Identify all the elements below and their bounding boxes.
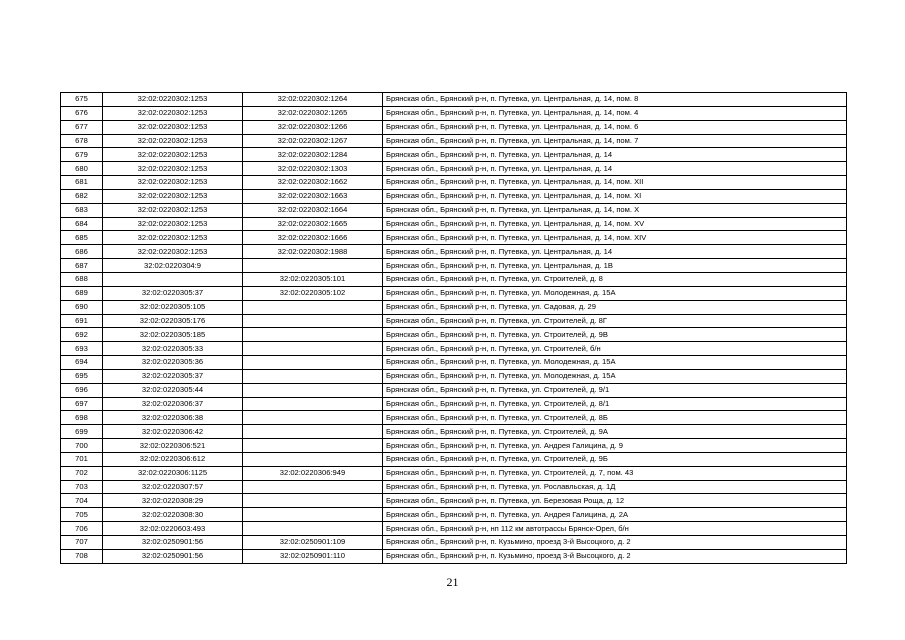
- address-cell: Брянская обл., Брянский р-н, п. Кузьмино, проезд 3-й Высоцкого, д. 2: [383, 549, 847, 563]
- parent-cadastral-number-cell: 32:02:0250901:56: [103, 549, 243, 563]
- parent-cadastral-number-cell: 32:02:0220302:1253: [103, 217, 243, 231]
- row-number-cell: 681: [61, 176, 103, 190]
- row-number-cell: 706: [61, 522, 103, 536]
- parent-cadastral-number-cell: 32:02:0220305:44: [103, 383, 243, 397]
- child-cadastral-number-cell: [243, 314, 383, 328]
- row-number-cell: 684: [61, 217, 103, 231]
- table-row: [61, 134, 847, 148]
- page-number: 21: [446, 575, 459, 589]
- parent-cadastral-number-cell: 32:02:0220304:9: [103, 259, 243, 273]
- table-row: [61, 425, 847, 439]
- parent-cadastral-number-cell: 32:02:0220302:1253: [103, 120, 243, 134]
- child-cadastral-number-cell: [243, 259, 383, 273]
- table-row: [61, 452, 847, 466]
- parent-cadastral-number-cell: 32:02:0220302:1253: [103, 148, 243, 162]
- address-cell: Брянская обл., Брянский р-н, п. Путевка, ул. Центральная, д. 1В: [383, 259, 847, 273]
- parent-cadastral-number-cell: 32:02:0250901:56: [103, 536, 243, 550]
- address-cell: Брянская обл., Брянский р-н, п. Путевка, ул. Строителей, д. 7, пом. 43: [383, 466, 847, 480]
- child-cadastral-number-cell: [243, 328, 383, 342]
- address-cell: Брянская обл., Брянский р-н, п. Путевка, ул. Центральная, д. 14, пом. XI: [383, 189, 847, 203]
- address-cell: Брянская обл., Брянский р-н, п. Путевка, ул. Березовая Роща, д. 12: [383, 494, 847, 508]
- address-cell: Брянская обл., Брянский р-н, п. Путевка, ул. Садовая, д. 29: [383, 300, 847, 314]
- child-cadastral-number-cell: 32:02:0220302:1666: [243, 231, 383, 245]
- table-row: [61, 106, 847, 120]
- address-cell: Брянская обл., Брянский р-н, п. Путевка, ул. Строителей, д. 8Г: [383, 314, 847, 328]
- child-cadastral-number-cell: [243, 369, 383, 383]
- row-number-cell: 694: [61, 356, 103, 370]
- parent-cadastral-number-cell: 32:02:0220603:493: [103, 522, 243, 536]
- parent-cadastral-number-cell: 32:02:0220306:521: [103, 439, 243, 453]
- address-cell: Брянская обл., Брянский р-н, п. Путевка, ул. Центральная, д. 14: [383, 245, 847, 259]
- table-row: [61, 300, 847, 314]
- row-number-cell: 690: [61, 300, 103, 314]
- child-cadastral-number-cell: 32:02:0220302:1284: [243, 148, 383, 162]
- row-number-cell: 683: [61, 203, 103, 217]
- table-row: [61, 189, 847, 203]
- address-cell: Брянская обл., Брянский р-н, п. Путевка, ул. Центральная, д. 14, пом. 7: [383, 134, 847, 148]
- child-cadastral-number-cell: [243, 397, 383, 411]
- row-number-cell: 701: [61, 452, 103, 466]
- child-cadastral-number-cell: [243, 342, 383, 356]
- child-cadastral-number-cell: [243, 452, 383, 466]
- table-row: [61, 439, 847, 453]
- child-cadastral-number-cell: 32:02:0220302:1664: [243, 203, 383, 217]
- address-cell: Брянская обл., Брянский р-н, нп 112 км автотрассы Брянск-Орел, б/н: [383, 522, 847, 536]
- table-row: [61, 328, 847, 342]
- parent-cadastral-number-cell: 32:02:0220305:33: [103, 342, 243, 356]
- parent-cadastral-number-cell: 32:02:0220305:185: [103, 328, 243, 342]
- parent-cadastral-number-cell: 32:02:0220302:1253: [103, 245, 243, 259]
- parent-cadastral-number-cell: 32:02:0220306:612: [103, 452, 243, 466]
- child-cadastral-number-cell: 32:02:0220302:1988: [243, 245, 383, 259]
- parent-cadastral-number-cell: 32:02:0220307:57: [103, 480, 243, 494]
- child-cadastral-number-cell: [243, 494, 383, 508]
- address-cell: Брянская обл., Брянский р-н, п. Кузьмино, проезд 3-й Высоцкого, д. 2: [383, 536, 847, 550]
- row-number-cell: 692: [61, 328, 103, 342]
- row-number-cell: 696: [61, 383, 103, 397]
- table-row: [61, 217, 847, 231]
- row-number-cell: 688: [61, 272, 103, 286]
- parent-cadastral-number-cell: 32:02:0220305:105: [103, 300, 243, 314]
- child-cadastral-number-cell: 32:02:0220302:1303: [243, 162, 383, 176]
- row-number-cell: 677: [61, 120, 103, 134]
- table-row: [61, 203, 847, 217]
- parent-cadastral-number-cell: 32:02:0220305:37: [103, 369, 243, 383]
- child-cadastral-number-cell: 32:02:0220305:102: [243, 286, 383, 300]
- address-cell: Брянская обл., Брянский р-н, п. Путевка, ул. Строителей, д. 8/1: [383, 397, 847, 411]
- row-number-cell: 675: [61, 93, 103, 107]
- child-cadastral-number-cell: [243, 522, 383, 536]
- table-row: [61, 93, 847, 107]
- row-number-cell: 700: [61, 439, 103, 453]
- table-row: [61, 259, 847, 273]
- address-cell: Брянская обл., Брянский р-н, п. Путевка, ул. Строителей, д. 9В: [383, 328, 847, 342]
- child-cadastral-number-cell: 32:02:0220302:1267: [243, 134, 383, 148]
- parent-cadastral-number-cell: 32:02:0220306:42: [103, 425, 243, 439]
- address-cell: Брянская обл., Брянский р-н, п. Путевка, ул. Молодежная, д. 15А: [383, 286, 847, 300]
- address-cell: Брянская обл., Брянский р-н, п. Путевка, ул. Центральная, д. 14, пом. X: [383, 203, 847, 217]
- row-number-cell: 698: [61, 411, 103, 425]
- address-cell: Брянская обл., Брянский р-н, п. Путевка, ул. Центральная, д. 14: [383, 162, 847, 176]
- row-number-cell: 705: [61, 508, 103, 522]
- table-row: [61, 356, 847, 370]
- row-number-cell: 697: [61, 397, 103, 411]
- parent-cadastral-number-cell: 32:02:0220306:1125: [103, 466, 243, 480]
- parent-cadastral-number-cell: 32:02:0220302:1253: [103, 106, 243, 120]
- child-cadastral-number-cell: 32:02:0250901:110: [243, 549, 383, 563]
- parent-cadastral-number-cell: 32:02:0220302:1253: [103, 93, 243, 107]
- parent-cadastral-number-cell: 32:02:0220302:1253: [103, 203, 243, 217]
- address-cell: Брянская обл., Брянский р-н, п. Путевка, ул. Молодежная, д. 15А: [383, 356, 847, 370]
- row-number-cell: 687: [61, 259, 103, 273]
- parent-cadastral-number-cell: 32:02:0220308:30: [103, 508, 243, 522]
- child-cadastral-number-cell: [243, 300, 383, 314]
- row-number-cell: 704: [61, 494, 103, 508]
- address-cell: Брянская обл., Брянский р-н, п. Путевка, ул. Центральная, д. 14, пом. 6: [383, 120, 847, 134]
- child-cadastral-number-cell: [243, 425, 383, 439]
- table-row: [61, 522, 847, 536]
- table-row: [61, 272, 847, 286]
- parent-cadastral-number-cell: 32:02:0220305:37: [103, 286, 243, 300]
- row-number-cell: 693: [61, 342, 103, 356]
- row-number-cell: 707: [61, 536, 103, 550]
- child-cadastral-number-cell: 32:02:0220302:1665: [243, 217, 383, 231]
- table-row: [61, 148, 847, 162]
- child-cadastral-number-cell: 32:02:0220302:1663: [243, 189, 383, 203]
- parent-cadastral-number-cell: 32:02:0220302:1253: [103, 162, 243, 176]
- table-row: [61, 162, 847, 176]
- address-cell: Брянская обл., Брянский р-н, п. Путевка, ул. Строителей, д. 9А: [383, 425, 847, 439]
- child-cadastral-number-cell: 32:02:0250901:109: [243, 536, 383, 550]
- address-cell: Брянская обл., Брянский р-н, п. Путевка, ул. Строителей, д. 8: [383, 272, 847, 286]
- table-row: [61, 342, 847, 356]
- child-cadastral-number-cell: [243, 356, 383, 370]
- row-number-cell: 689: [61, 286, 103, 300]
- table-row: [61, 508, 847, 522]
- address-cell: Брянская обл., Брянский р-н, п. Путевка, ул. Центральная, д. 14, пом. XV: [383, 217, 847, 231]
- parent-cadastral-number-cell: [103, 272, 243, 286]
- table-row: [61, 286, 847, 300]
- row-number-cell: 679: [61, 148, 103, 162]
- row-number-cell: 703: [61, 480, 103, 494]
- table-row: [61, 411, 847, 425]
- parent-cadastral-number-cell: 32:02:0220305:176: [103, 314, 243, 328]
- address-cell: Брянская обл., Брянский р-н, п. Путевка, ул. Рославльская, д. 1Д: [383, 480, 847, 494]
- table-row: [61, 480, 847, 494]
- parent-cadastral-number-cell: 32:02:0220302:1253: [103, 189, 243, 203]
- address-cell: Брянская обл., Брянский р-н, п. Путевка, ул. Андрея Галицина, д. 2А: [383, 508, 847, 522]
- table-row: [61, 176, 847, 190]
- cadastral-table: [60, 92, 847, 564]
- table-row: [61, 231, 847, 245]
- row-number-cell: 680: [61, 162, 103, 176]
- table-row: [61, 466, 847, 480]
- row-number-cell: 695: [61, 369, 103, 383]
- row-number-cell: 678: [61, 134, 103, 148]
- table-row: [61, 549, 847, 563]
- address-cell: Брянская обл., Брянский р-н, п. Путевка, ул. Центральная, д. 14, пом. 8: [383, 93, 847, 107]
- child-cadastral-number-cell: 32:02:0220302:1264: [243, 93, 383, 107]
- child-cadastral-number-cell: 32:02:0220305:101: [243, 272, 383, 286]
- child-cadastral-number-cell: [243, 480, 383, 494]
- address-cell: Брянская обл., Брянский р-н, п. Путевка, ул. Строителей, д. 9/1: [383, 383, 847, 397]
- table-row: [61, 120, 847, 134]
- table-row: [61, 369, 847, 383]
- address-cell: Брянская обл., Брянский р-н, п. Путевка, ул. Андрея Галицина, д. 9: [383, 439, 847, 453]
- table-row: [61, 245, 847, 259]
- table-body: [61, 93, 847, 564]
- child-cadastral-number-cell: 32:02:0220302:1662: [243, 176, 383, 190]
- table-row: [61, 536, 847, 550]
- address-cell: Брянская обл., Брянский р-н, п. Путевка, ул. Центральная, д. 14, пом. XIV: [383, 231, 847, 245]
- address-cell: Брянская обл., Брянский р-н, п. Путевка, ул. Строителей, д. 9Б: [383, 452, 847, 466]
- parent-cadastral-number-cell: 32:02:0220306:37: [103, 397, 243, 411]
- table-row: [61, 383, 847, 397]
- parent-cadastral-number-cell: 32:02:0220306:38: [103, 411, 243, 425]
- child-cadastral-number-cell: [243, 508, 383, 522]
- parent-cadastral-number-cell: 32:02:0220302:1253: [103, 231, 243, 245]
- child-cadastral-number-cell: 32:02:0220302:1265: [243, 106, 383, 120]
- parent-cadastral-number-cell: 32:02:0220302:1253: [103, 134, 243, 148]
- address-cell: Брянская обл., Брянский р-н, п. Путевка, ул. Строителей, б/н: [383, 342, 847, 356]
- address-cell: Брянская обл., Брянский р-н, п. Путевка, ул. Центральная, д. 14: [383, 148, 847, 162]
- row-number-cell: 686: [61, 245, 103, 259]
- parent-cadastral-number-cell: 32:02:0220308:29: [103, 494, 243, 508]
- address-cell: Брянская обл., Брянский р-н, п. Путевка, ул. Строителей, д. 8Б: [383, 411, 847, 425]
- row-number-cell: 676: [61, 106, 103, 120]
- row-number-cell: 682: [61, 189, 103, 203]
- address-cell: Брянская обл., Брянский р-н, п. Путевка, ул. Центральная, д. 14, пом. XII: [383, 176, 847, 190]
- address-cell: Брянская обл., Брянский р-н, п. Путевка, ул. Молодежная, д. 15А: [383, 369, 847, 383]
- table-row: [61, 494, 847, 508]
- child-cadastral-number-cell: 32:02:0220306:949: [243, 466, 383, 480]
- child-cadastral-number-cell: [243, 383, 383, 397]
- row-number-cell: 691: [61, 314, 103, 328]
- address-cell: Брянская обл., Брянский р-н, п. Путевка, ул. Центральная, д. 14, пом. 4: [383, 106, 847, 120]
- row-number-cell: 702: [61, 466, 103, 480]
- child-cadastral-number-cell: 32:02:0220302:1266: [243, 120, 383, 134]
- parent-cadastral-number-cell: 32:02:0220302:1253: [103, 176, 243, 190]
- row-number-cell: 708: [61, 549, 103, 563]
- child-cadastral-number-cell: [243, 439, 383, 453]
- parent-cadastral-number-cell: 32:02:0220305:36: [103, 356, 243, 370]
- child-cadastral-number-cell: [243, 411, 383, 425]
- table-row: [61, 397, 847, 411]
- row-number-cell: 685: [61, 231, 103, 245]
- table-row: [61, 314, 847, 328]
- row-number-cell: 699: [61, 425, 103, 439]
